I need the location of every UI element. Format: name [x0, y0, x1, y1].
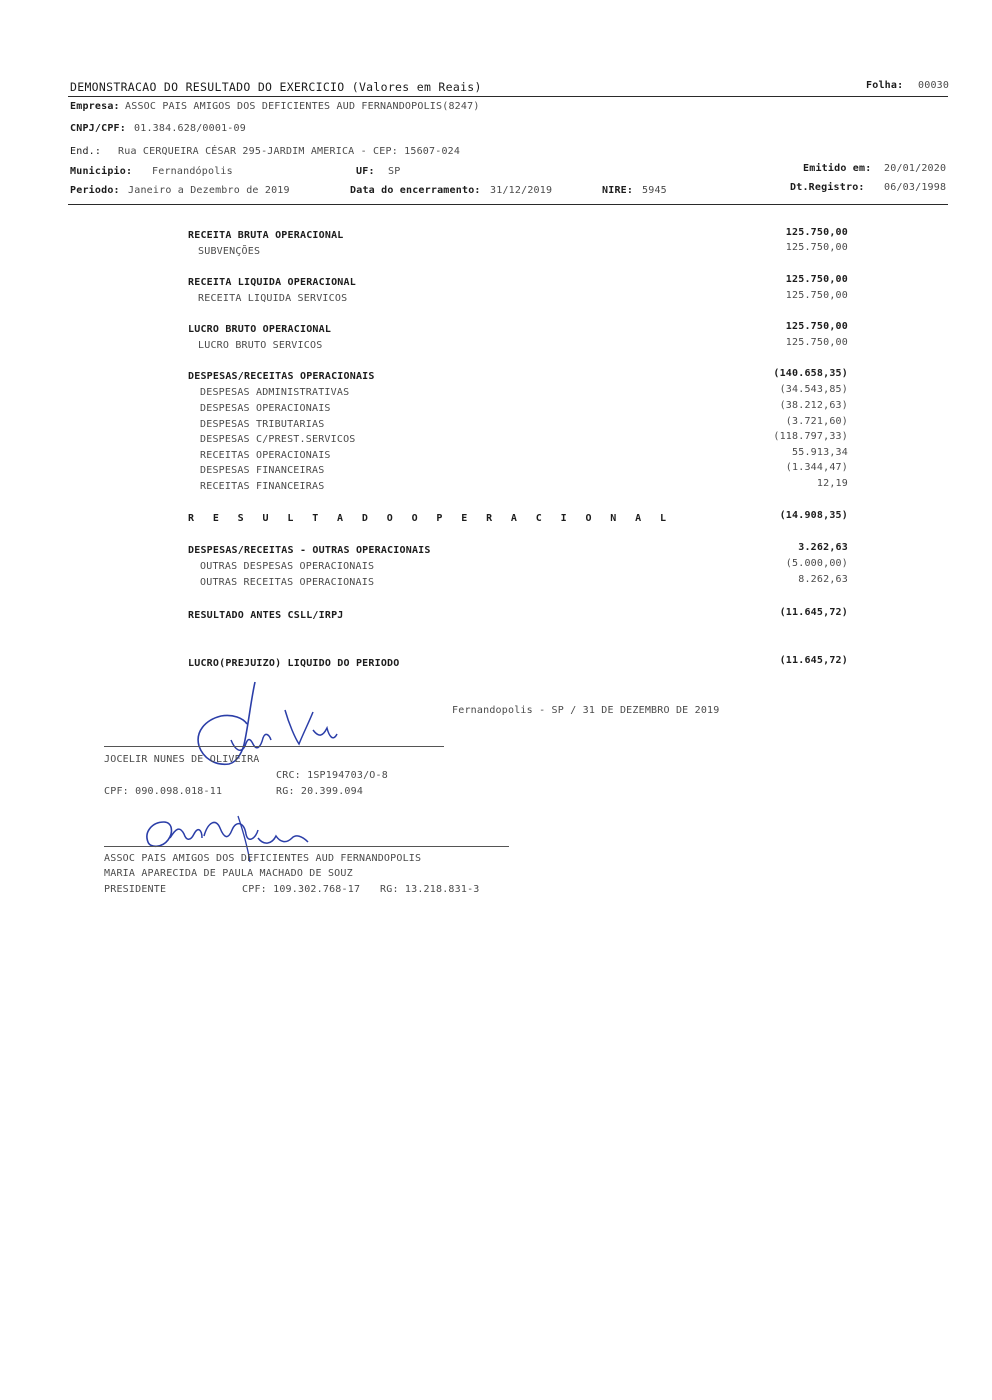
encerramento-label: Data do encerramento:	[350, 185, 481, 196]
cnpj-label: CNPJ/CPF:	[70, 123, 126, 134]
place-date: Fernandopolis - SP / 31 DE DEZEMBRO DE 2019	[452, 705, 720, 716]
line-item-value: 125.750,00	[785, 337, 848, 348]
accountant-crc: CRC: 1SP194703/O-8	[276, 770, 388, 781]
line-item-value: (38.212,63)	[779, 400, 848, 411]
line-item-label: RECEITAS OPERACIONAIS	[200, 450, 331, 461]
line-item-label: RECEITA LIQUIDA SERVICOS	[198, 293, 348, 304]
line-item-label: DESPESAS C/PREST.SERVICOS	[200, 434, 356, 445]
periodo-value: Janeiro a Dezembro de 2019	[128, 185, 290, 196]
resultado-operacional-label: R E S U L T A D O O P E R A C I O N A L	[188, 513, 673, 524]
line-item-value: (118.797,33)	[773, 431, 848, 442]
end-value: Rua CERQUEIRA CÉSAR 295-JARDIM AMERICA - CEP: 15607-024	[118, 146, 461, 157]
resultado-antes-label: RESULTADO ANTES CSLL/IRPJ	[188, 610, 344, 621]
lucro-bruto-label: LUCRO BRUTO OPERACIONAL	[188, 324, 332, 335]
lucro-liquido-value: (11.645,72)	[779, 655, 848, 666]
outras-operacionais-label: DESPESAS/RECEITAS - OUTRAS OPERACIONAIS	[188, 545, 431, 556]
lucro-liquido-label: LUCRO(PREJUIZO) LIQUIDO DO PERIODO	[188, 658, 400, 669]
municipio-label: Municipio:	[70, 166, 133, 177]
line-item-label: OUTRAS DESPESAS OPERACIONAIS	[200, 561, 375, 572]
nire-label: NIRE:	[602, 185, 634, 196]
empresa-label: Empresa:	[70, 101, 120, 112]
emitido-label: Emitido em:	[803, 163, 872, 174]
president-role: PRESIDENTE	[104, 884, 167, 895]
line-item-value: (3.721,60)	[785, 416, 848, 427]
document-title: DEMONSTRACAO DO RESULTADO DO EXERCICIO (Valores em Reais)	[70, 80, 482, 94]
line-item-label: DESPESAS TRIBUTARIAS	[200, 419, 325, 430]
line-item-value: (34.543,85)	[779, 384, 848, 395]
uf-value: SP	[388, 166, 401, 177]
empresa-value: ASSOC PAIS AMIGOS DOS DEFICIENTES AUD FERNANDOPOLIS(8247)	[125, 101, 480, 112]
nire-value: 5945	[642, 185, 667, 196]
end-label: End.:	[70, 146, 102, 157]
line-item-value: 8.262,63	[798, 574, 848, 585]
line-item-value: 12,19	[816, 478, 848, 489]
line-item-label: DESPESAS ADMINISTRATIVAS	[200, 387, 350, 398]
line-item-label: LUCRO BRUTO SERVICOS	[198, 340, 323, 351]
president-cpf: CPF: 109.302.768-17	[242, 884, 361, 895]
folha-value: 00030	[918, 80, 950, 91]
resultado-antes-value: (11.645,72)	[779, 607, 848, 618]
outras-operacionais-value: 3.262,63	[798, 542, 848, 553]
line-item-label: SUBVENÇÕES	[198, 246, 261, 257]
president-rg: RG: 13.218.831-3	[380, 884, 480, 895]
line-item-label: DESPESAS FINANCEIRAS	[200, 465, 325, 476]
receita-liquida-value: 125.750,00	[785, 274, 848, 285]
line-item-label: RECEITAS FINANCEIRAS	[200, 481, 325, 492]
line-item-value: 125.750,00	[785, 242, 848, 253]
accountant-cpf: CPF: 090.098.018-11	[104, 786, 223, 797]
folha-label: Folha:	[866, 80, 904, 91]
accountant-rg: RG: 20.399.094	[276, 786, 364, 797]
registro-label: Dt.Registro:	[790, 182, 865, 193]
municipio-value: Fernandópolis	[152, 166, 233, 177]
line-item-label: DESPESAS OPERACIONAIS	[200, 403, 331, 414]
receita-bruta-value: 125.750,00	[785, 227, 848, 238]
receita-liquida-label: RECEITA LIQUIDA OPERACIONAL	[188, 277, 356, 288]
president-name: MARIA APARECIDA DE PAULA MACHADO DE SOUZ	[104, 868, 353, 879]
accountant-name: JOCELIR NUNES DE OLIVEIRA	[104, 754, 260, 765]
emitido-value: 20/01/2020	[884, 163, 947, 174]
cnpj-value: 01.384.628/0001-09	[134, 123, 246, 134]
resultado-operacional-value: (14.908,35)	[779, 510, 848, 521]
uf-label: UF:	[356, 166, 375, 177]
despesas-operacionais-value: (140.658,35)	[773, 368, 848, 379]
president-org: ASSOC PAIS AMIGOS DOS DEFICIENTES AUD FERNANDOPOLIS	[104, 853, 422, 864]
registro-value: 06/03/1998	[884, 182, 947, 193]
line-item-label: OUTRAS RECEITAS OPERACIONAIS	[200, 577, 375, 588]
line-item-value: 55.913,34	[792, 447, 848, 458]
despesas-operacionais-label: DESPESAS/RECEITAS OPERACIONAIS	[188, 371, 375, 382]
receita-bruta-label: RECEITA BRUTA OPERACIONAL	[188, 230, 344, 241]
lucro-bruto-value: 125.750,00	[785, 321, 848, 332]
periodo-label: Periodo:	[70, 185, 120, 196]
line-item-value: (5.000,00)	[785, 558, 848, 569]
line-item-value: (1.344,47)	[785, 462, 848, 473]
line-item-value: 125.750,00	[785, 290, 848, 301]
encerramento-value: 31/12/2019	[490, 185, 553, 196]
